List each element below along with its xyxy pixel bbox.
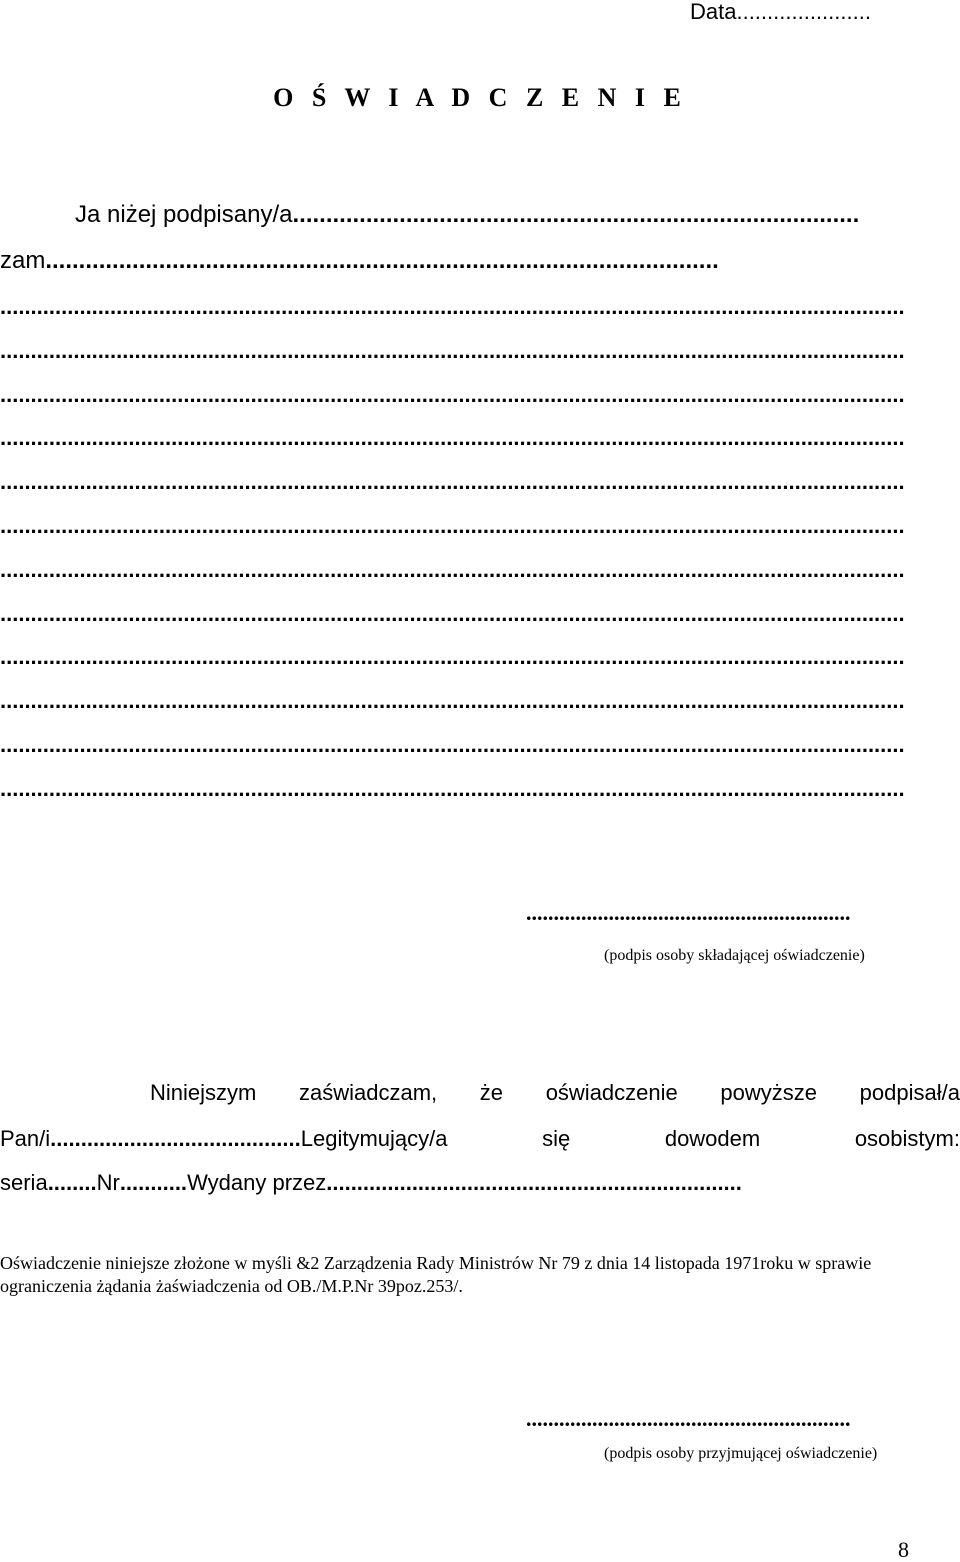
signer-name-field[interactable] [75, 200, 859, 230]
blank-dotted-line[interactable]: .................................................................................................................................................... [0, 734, 905, 756]
cert-word: zaświadczam, [299, 1080, 438, 1105]
issued-dots[interactable]: .................................................................... [326, 1170, 742, 1195]
date-field[interactable]: Data...................... [690, 0, 871, 24]
signature-dots[interactable]: ........................................................... [526, 900, 851, 925]
blank-dotted-line[interactable]: .................................................................................................................................................... [0, 427, 905, 450]
address-field[interactable] [0, 246, 960, 276]
legal-note: Oświadczenie niniejsze złożone w myśli &2 Zarządzenia Rady Ministrów Nr 79 z dnia 14 listopada 1971roku w sprawie ograniczenia żądania żaświadczenia od OB./M.P.Nr 39poz.253/. [0, 1253, 872, 1296]
signer-dots[interactable]: ..................................................................................... [292, 201, 860, 228]
cert-word: Niniejszym [150, 1080, 257, 1105]
certification-line-1 [150, 1078, 960, 1108]
nr-dots[interactable]: ........... [119, 1170, 188, 1195]
blank-dotted-line[interactable]: .................................................................................................................................................... [0, 383, 905, 406]
blank-dotted-line[interactable]: .................................................................................................................................................... [0, 646, 905, 669]
cert-word: dowodem [664, 1126, 761, 1151]
blank-dotted-line[interactable]: .................................................................................................................................................... [0, 777, 905, 800]
address-label: zam [0, 247, 46, 274]
cert-word: podpisał/a [859, 1080, 960, 1105]
signature-line-receiver[interactable] [526, 1406, 851, 1432]
nr-label: Nr [96, 1170, 120, 1195]
cert-word: że [479, 1080, 504, 1105]
issued-label: Wydany przez [187, 1170, 327, 1195]
certification-line-2 [0, 1124, 960, 1154]
blank-dotted-line[interactable]: .................................................................................................................................................... [0, 471, 905, 494]
document-title: O Ś W I A D C Z E N I E [273, 83, 687, 112]
signature-label-receiver: (podpis osoby przyjmującej oświadczenie) [604, 1445, 878, 1462]
blank-dotted-line[interactable]: .................................................................................................................................................... [0, 690, 905, 713]
seria-label: seria [0, 1170, 48, 1195]
address-dots[interactable]: ..................................................................................................... [45, 247, 719, 274]
signature-dots[interactable]: ........................................................... [526, 1406, 851, 1431]
pan-name-dots[interactable]: ......................................... [50, 1126, 301, 1151]
cert-word: oświadczenie [545, 1080, 678, 1105]
blank-dotted-line[interactable]: .................................................................................................................................................... [0, 602, 905, 625]
cert-word: się [542, 1126, 571, 1151]
blank-dotted-line[interactable]: .................................................................................................................................................... [0, 558, 905, 581]
signer-label: Ja niżej podpisany/a [75, 201, 293, 228]
id-document-line [0, 1168, 960, 1198]
blank-dotted-line[interactable]: .................................................................................................................................................... [0, 339, 905, 362]
seria-dots[interactable]: ........ [47, 1170, 97, 1195]
cert-word: powyższe [720, 1080, 817, 1105]
blank-dotted-line[interactable]: .................................................................................................................................................... [0, 515, 905, 537]
signature-line-declarant[interactable] [526, 900, 851, 926]
page-number: 8 [898, 1537, 909, 1562]
cert-word: Legitymujący/a [300, 1126, 448, 1151]
signature-label-declarant: (podpis osoby składającej oświadczenie) [604, 947, 865, 964]
cert-word: osobistym: [854, 1126, 960, 1151]
blank-dotted-line[interactable]: .................................................................................................................................................... [0, 296, 905, 318]
pan-label: Pan/i [0, 1126, 51, 1151]
